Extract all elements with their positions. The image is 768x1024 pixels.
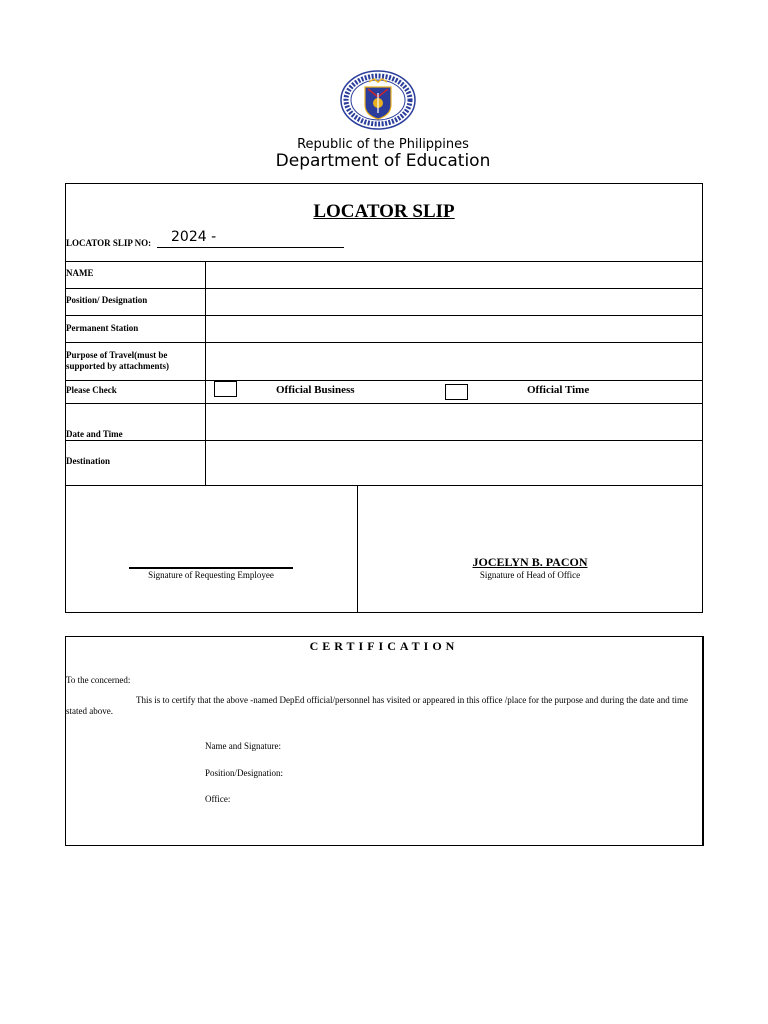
label-purpose [66,350,169,372]
destination-field[interactable] [206,441,702,485]
certification-body: This is to certify that the above -named DepEd official/personnel has visited or appeared in this office /place for the purpose and during the date and time stated above. [66,695,688,716]
slip-no-underline [157,247,344,248]
slip-no-label: LOCATOR SLIP NO: [66,238,152,248]
certification-title: CERTIFICATION [309,639,459,653]
row-divider [66,380,702,381]
station-field[interactable] [206,316,702,342]
head-signature-caption: Signature of Head of Office [479,570,581,580]
label-position: Position/ Designation [66,295,148,305]
employee-signature-caption: Signature of Requesting Employee [148,570,274,580]
locator-slip-form [65,183,703,613]
signature-column-divider [357,485,358,612]
label-station: Permanent Station [66,323,139,333]
label-destination: Destination [66,456,111,466]
form-title: LOCATOR SLIP [313,201,455,222]
label-name: NAME [66,268,94,278]
name-field[interactable] [206,262,702,288]
official-time-checkbox[interactable] [445,384,468,400]
head-of-office-name: JOCELYN B. PACON [472,555,588,569]
official-business-label: Official Business [276,384,355,396]
row-divider [66,485,702,486]
cert-position-label: Position/Designation: [205,768,284,778]
official-business-checkbox[interactable] [214,381,237,397]
employee-signature-line[interactable] [129,567,293,569]
label-date-time: Date and Time [66,429,123,439]
cert-office-label: Office: [205,794,231,804]
deped-seal-logo [338,69,418,131]
cert-name-signature-label: Name and Signature: [205,741,281,751]
certification-box [65,636,704,846]
position-field[interactable] [206,289,702,315]
purpose-field[interactable] [206,343,702,380]
official-time-label: Official Time [527,384,590,396]
header-republic: Republic of the Philippines [297,137,469,152]
label-purpose-line2: supported by attachments) [66,361,170,371]
label-please-check: Please Check [66,385,117,395]
certification-salutation: To the concerned: [66,675,131,685]
label-purpose-line1: Purpose of Travel(must be [66,350,168,360]
date-time-field[interactable] [206,404,702,440]
slip-no-value[interactable]: 2024 - [171,229,217,245]
header-department: Department of Education [275,151,491,171]
